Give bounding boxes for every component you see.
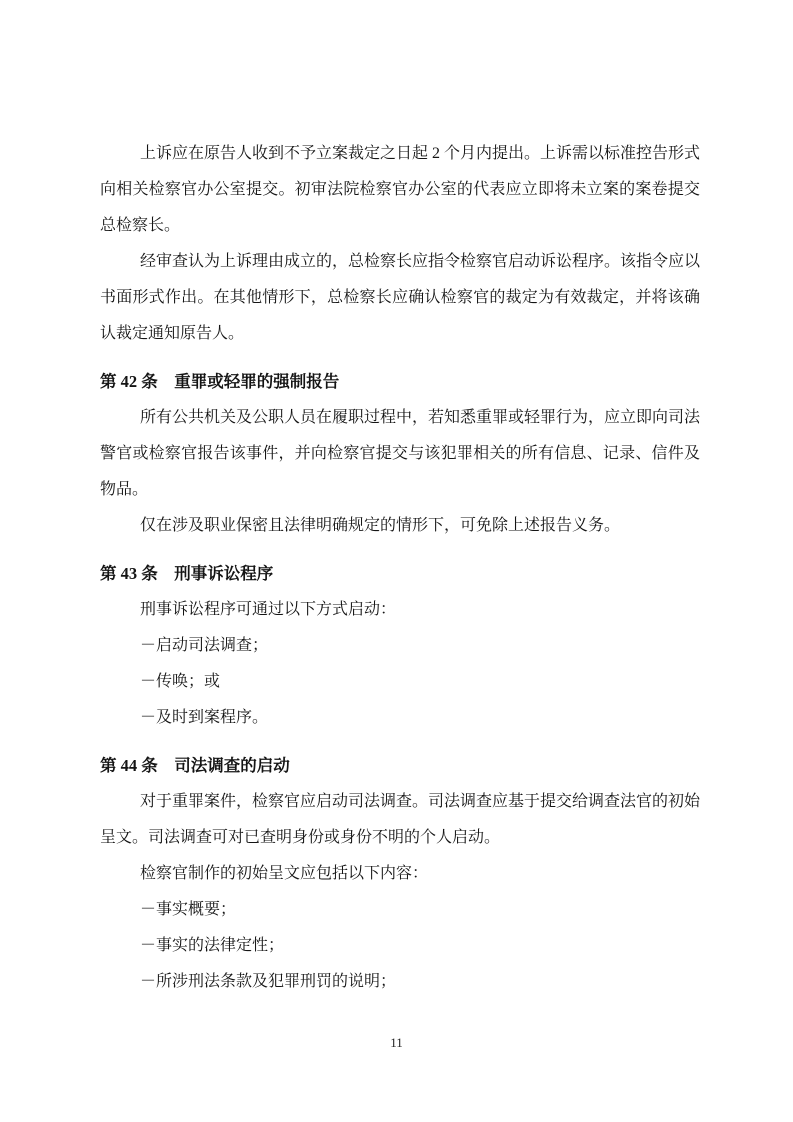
body-paragraph: 对于重罪案件，检察官应启动司法调查。司法调查应基于提交给调查法官的初始呈文。司法调查可对已查明身份或身份不明的个人启动。	[100, 793, 701, 846]
body-paragraph: 刑事诉讼程序可通过以下方式启动：	[140, 601, 397, 618]
body-paragraph: 检察官制作的初始呈文应包括以下内容：	[140, 865, 429, 882]
list-item: －事实的法律定性；	[140, 937, 285, 954]
list-item: －及时到案程序。	[140, 709, 269, 726]
body-paragraph: 所有公共机关及公职人员在履职过程中，若知悉重罪或轻罪行为，应立即向司法警官或检察官报告该事件，并向检察官提交与该犯罪相关的所有信息、记录、信件及物品。	[100, 409, 701, 498]
body-paragraph: 仅在涉及职业保密且法律明确规定的情形下，可免除上述报告义务。	[140, 517, 621, 534]
article-heading-44: 第 44 条 司法调查的启动	[100, 756, 290, 775]
body-paragraph: 经审查认为上诉理由成立的，总检察长应指令检察官启动诉讼程序。该指令应以书面形式作出。在其他情形下，总检察长应确认检察官的裁定为有效裁定，并将该确认裁定通知原告人。	[100, 253, 701, 342]
document-body	[100, 136, 700, 1000]
body-paragraph: 上诉应在原告人收到不予立案裁定之日起 2 个月内提出。上诉需以标准控告形式向相关检察官办公室提交。初审法院检察官办公室的代表应立即将未立案的案卷提交总检察长。	[100, 145, 701, 234]
list-item: －所涉刑法条款及犯罪刑罚的说明；	[140, 973, 397, 990]
list-item: －事实概要；	[140, 901, 237, 918]
page-number: 11	[390, 1035, 403, 1050]
article-heading-43: 第 43 条 刑事诉讼程序	[100, 564, 274, 583]
list-item: －传唤；或	[140, 673, 221, 690]
list-item: －启动司法调查；	[140, 637, 269, 654]
article-heading-42: 第 42 条 重罪或轻罪的强制报告	[100, 372, 340, 391]
